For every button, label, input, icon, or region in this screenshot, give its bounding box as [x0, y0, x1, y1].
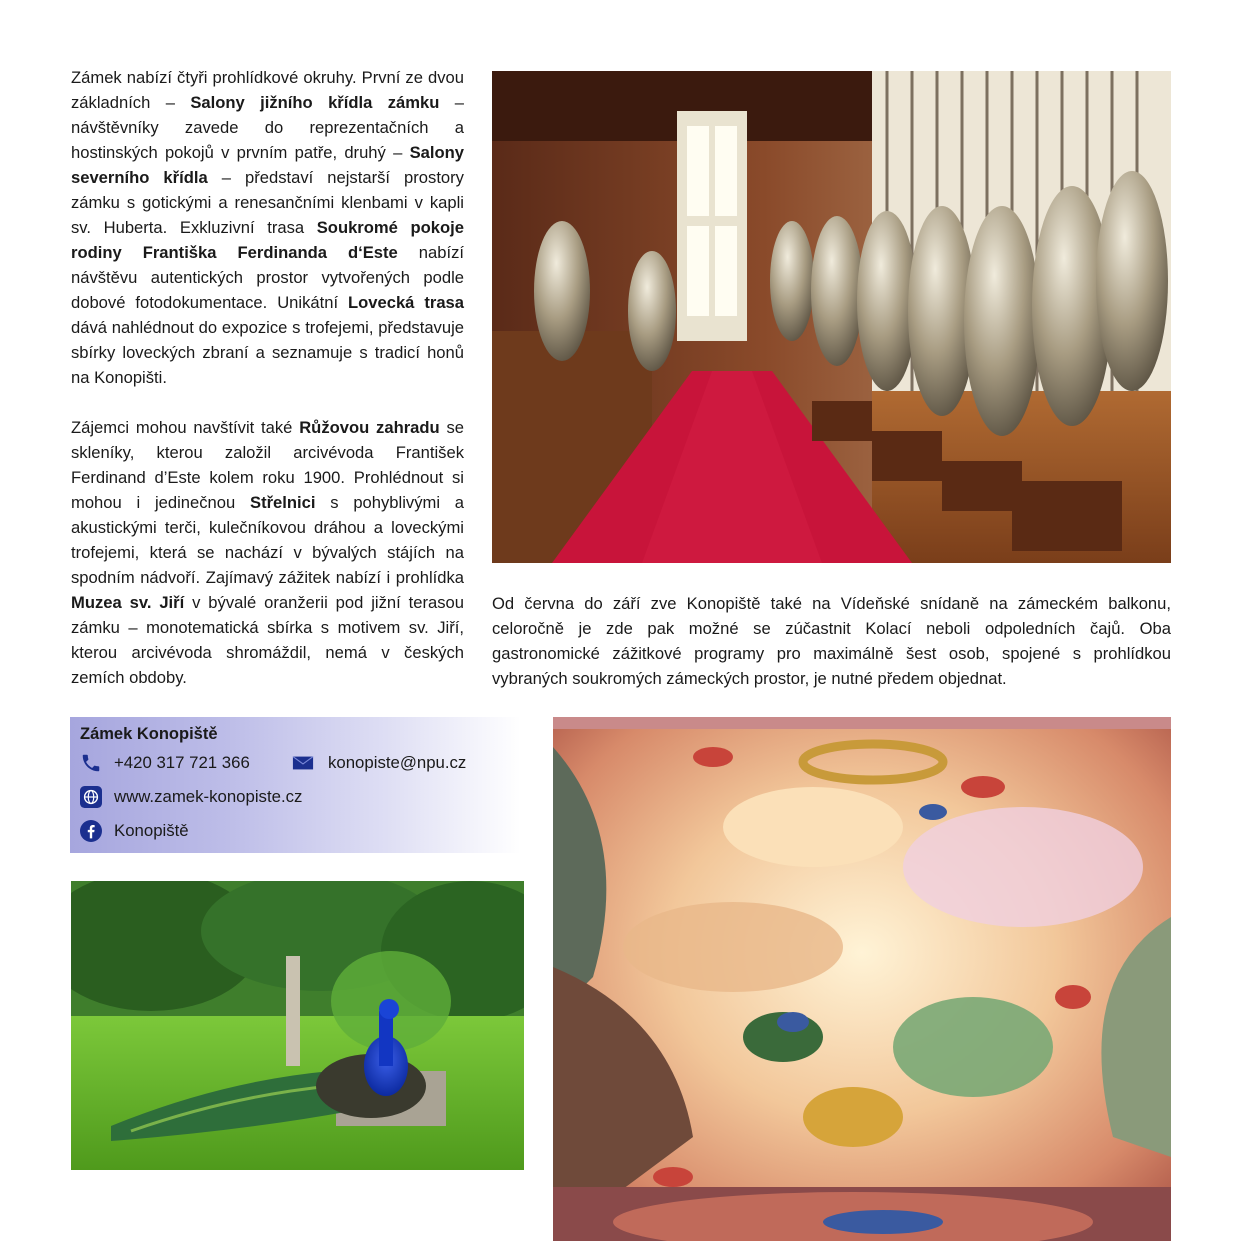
text-span: v bývalé oranžerii pod jižní terasou zámku – monotematická sbírka s motivem sv. Jiří, kterou arcivévoda shromáždil, nemá v českých zemích obdoby.: [71, 593, 464, 687]
website-link: www.zamek-konopiste.cz: [114, 787, 303, 806]
globe-icon: [80, 786, 102, 808]
bold-term: Soukromé pokoje rodiny Františka Ferdinanda d‘Este: [71, 218, 464, 262]
email-address: konopiste@npu.cz: [328, 753, 467, 772]
garden-paragraph: [71, 415, 464, 690]
text-span: – představí nejstarší prostory zámku s gotickými a renesančními klenbami v kapli sv. Huberta. Exkluzivní trasa: [71, 168, 464, 237]
ceiling-fresco-photo: [553, 717, 1171, 1241]
facebook-icon: [80, 820, 102, 842]
bold-term: Salony jižního křídla zámku: [190, 93, 440, 112]
facebook-row[interactable]: [80, 820, 189, 842]
breakfast-paragraph: Od června do září zve Konopiště také na Vídeňské snídaně na zámeckém balkonu, celoročně je zde pak možné se zúčastnit Kolací neboli odpoledních čajů. Oba gastronomické zážitkové programy pro maximálně šest osob, spojené s prohlídkou vybraných soukromých zámeckých prostor, je nutné předem objednat.: [492, 594, 1171, 688]
contact-box: [70, 717, 521, 853]
text-span: Zájemci mohou navštívit také: [71, 418, 300, 437]
bold-term: Střelnici: [250, 493, 316, 512]
peacock-photo: [71, 881, 524, 1170]
text-span: nabízí návštěvu autentických prostor vytvořených podle dobové fotodokumentace. Unikátní: [71, 243, 464, 312]
email-icon: [292, 752, 316, 774]
bold-term: Lovecká trasa: [348, 293, 465, 312]
web-row[interactable]: [80, 786, 302, 808]
intro-paragraph: [71, 65, 464, 390]
phone-icon: [80, 752, 102, 774]
text-span: se skleníky, kterou založil arcivévoda František Ferdinand d’Este kolem roku 1900. Prohlédnout si mohou i jedinečnou: [71, 418, 464, 512]
email-row[interactable]: [292, 752, 466, 774]
text-span: Zámek nabízí čtyři prohlídkové okruhy. První ze dvou základních –: [71, 68, 464, 112]
text-span: – návštěvníky zavede do reprezentačních a hostinských pokojů v prvním patře, druhý –: [71, 93, 464, 162]
bold-term: Salony severního křídla: [71, 143, 464, 187]
contact-title: Zámek Konopiště: [80, 725, 218, 743]
bold-term: Muzea sv. Jiří: [71, 593, 185, 612]
facebook-link: Konopiště: [114, 821, 189, 840]
text-span: s pohyblivými a akustickými terči, kulečníkovou dráhou a loveckými trofejemi, která se nachází v bývalých stájích na spodním nádvoří. Zajímavý zážitek nabízí i prohlídka: [71, 493, 464, 587]
phone-number: +420 317 721 366: [114, 753, 250, 772]
armory-hall-photo: [492, 71, 1171, 563]
phone-row[interactable]: [80, 752, 250, 774]
text-span: dává nahlédnout do expozice s trofejemi, představuje sbírky loveckých zbraní a seznamuje s tradicí honů na Konopišti.: [71, 318, 464, 387]
bold-term: Růžovou zahradu: [299, 418, 440, 437]
